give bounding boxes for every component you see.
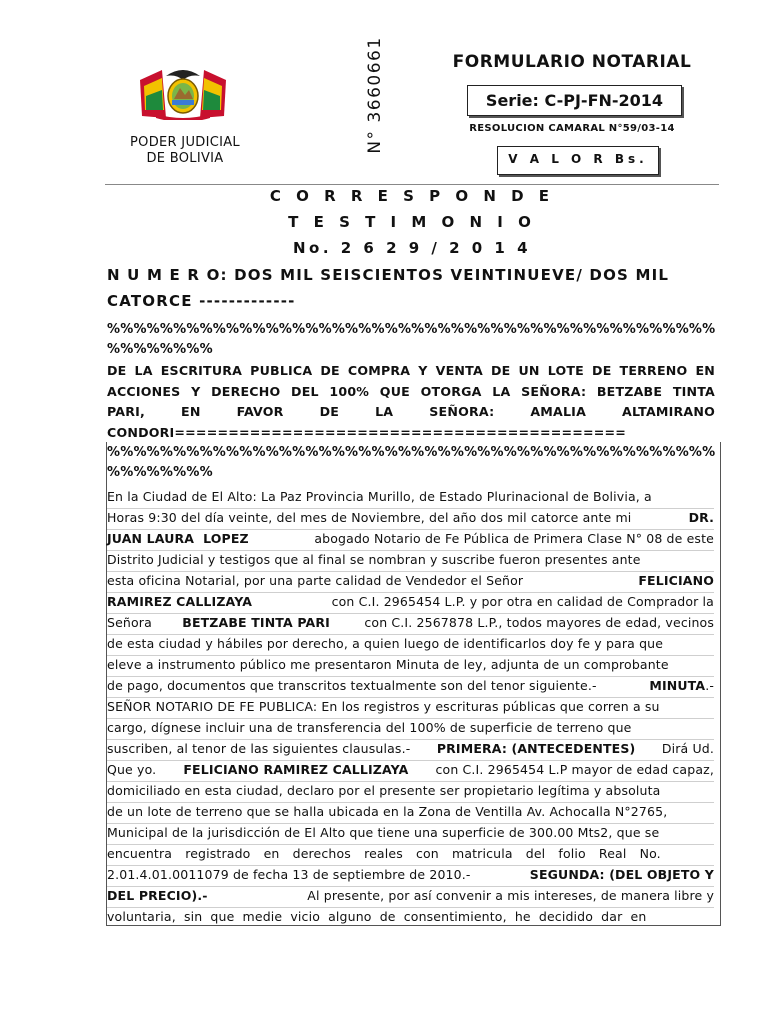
serial-number-text: N° 3660661 <box>365 36 385 154</box>
text-run: abogado Notario de Fe Pública de Primera Clase N° 08 de este <box>306 531 714 546</box>
text-run: SEÑOR NOTARIO DE FE PUBLICA: En los registros y escrituras públicas que corren a su <box>107 699 660 714</box>
separator-line: %%%%%%%%%%%%%%%%%%%%%%%%%%%%%%%%%%%%%%%%%%%%%% <box>107 322 716 337</box>
title-corresponde: C O R R E S P O N D E <box>269 187 555 205</box>
body-line <box>107 739 714 761</box>
text-run: de esta ciudad y hábiles por derecho, a quien luego de identificarlos doy fe y para que <box>107 636 664 651</box>
body-line <box>107 697 714 719</box>
body-line <box>107 781 714 803</box>
body-line <box>107 571 714 593</box>
numero-text-line-1: N U M E R O: DOS MIL SEISCIENTOS VEINTINUEVE/ DOS MIL <box>107 266 670 284</box>
serie-box <box>467 85 682 116</box>
separator-line: %%%%%%%%%%%%%%%%%%%%%%%%%%%%%%%%%%%%%%%%%%%%%% <box>107 445 716 460</box>
text-run: Al presente, por así convenir a mis intereses, de manera libre y <box>303 888 714 903</box>
body-line <box>107 592 714 614</box>
serie-text: Serie: C-PJ-FN-2014 <box>485 91 664 110</box>
text-run: suscriben, al tenor de las siguientes clausulas.- <box>107 741 415 756</box>
body-line <box>107 802 714 824</box>
body-line <box>107 907 714 928</box>
bolivia-coat-of-arms-icon <box>136 66 230 120</box>
text-run: voluntaria, sin que medie vicio alguno de consentimiento, he decidido dar en <box>107 909 647 924</box>
text-run: Dirá Ud. <box>657 741 714 756</box>
text-run: FELICIANO <box>638 573 714 588</box>
text-run: DEL PRECIO).- <box>107 888 208 903</box>
text-run: DR. <box>688 510 714 525</box>
text-run: .- <box>705 678 714 693</box>
title-testimonio: T E S T I M O N I O <box>288 213 536 231</box>
form-title: FORMULARIO NOTARIAL <box>452 52 692 72</box>
title-numero: No. 2 6 2 9 / 2 0 1 4 <box>292 239 532 257</box>
text-run: Distrito Judicial y testigos que al final se nombran y suscribe fueron presentes ante <box>107 552 641 567</box>
escritura-line: ACCIONES Y DERECHO DEL 100% QUE OTORGA LA SEÑORA: BETZABE TINTA <box>107 383 715 399</box>
text-run: con C.I. 2567878 L.P., todos mayores de edad, vecinos <box>356 615 714 630</box>
header-divider <box>105 184 719 185</box>
escritura-line: DE LA ESCRITURA PUBLICA DE COMPRA Y VENTA DE UN LOTE DE TERRENO EN <box>107 363 715 378</box>
text-run: con C.I. 2965454 L.P mayor de edad capaz, <box>431 762 714 777</box>
separator-line: %%%%%%%% <box>107 342 213 357</box>
text-run: PRIMERA: (ANTECEDENTES) <box>436 741 636 756</box>
body-line <box>107 508 714 530</box>
text-run: RAMIREZ CALLIZAYA <box>107 594 253 609</box>
body-line <box>107 487 714 509</box>
text-run: Horas 9:30 del día veinte, del mes de Noviembre, del año dos mil catorce ante mi <box>107 510 636 525</box>
text-run: esta oficina Notarial, por una parte calidad de Vendedor el Señor <box>107 573 528 588</box>
text-run: Que yo. <box>107 762 161 777</box>
text-run: Municipal de la jurisdicción de El Alto que tiene una superficie de 300.00 Mts2, que se <box>107 825 660 840</box>
body-line <box>107 613 714 635</box>
valor-box <box>497 146 659 175</box>
text-run: domiciliado en esta ciudad, declaro por el presente ser propietario legítima y absoluta <box>107 783 661 798</box>
institution-line-1: PODER JUDICIAL <box>130 135 240 150</box>
body-line <box>107 718 714 740</box>
resolucion-label: RESOLUCION CAMARAL N°59/03-14 <box>469 123 675 134</box>
escritura-heading <box>107 361 715 443</box>
valor-text: V A L O R Bs. <box>508 152 648 166</box>
separator-line: %%%%%%%% <box>107 465 213 480</box>
body-line <box>107 865 714 887</box>
body-line <box>107 676 714 698</box>
body-line <box>107 844 714 866</box>
numero-text-line-2: CATORCE ------------- <box>107 292 296 310</box>
text-run: con C.I. 2965454 L.P. y por otra en calidad de Comprador la <box>327 594 714 609</box>
text-run: de pago, documentos que transcritos textualmente son del tenor siguiente.- <box>107 678 601 693</box>
text-run: SEGUNDA: (DEL OBJETO Y <box>529 867 714 882</box>
institution-label <box>100 135 270 167</box>
text-run: de un lote de terreno que se halla ubicada en la Zona de Ventilla Av. Achocalla N°2765, <box>107 804 668 819</box>
body-line <box>107 886 714 908</box>
body-line <box>107 550 714 572</box>
text-run: eleve a instrumento público me presentaron Minuta de ley, adjunta de un comprobante <box>107 657 669 672</box>
escritura-line: CONDORI========================================== <box>107 424 627 440</box>
text-run: JUAN LAURA LOPEZ <box>107 531 249 546</box>
body-line <box>107 823 714 845</box>
text-run: encuentra registrado en derechos reales con matricula del folio Real No. <box>107 846 661 861</box>
body-line <box>107 634 714 656</box>
body-line <box>107 655 714 677</box>
text-run: 2.01.4.01.0011079 de fecha 13 de septiembre de 2010.- <box>107 867 475 882</box>
body-line <box>107 529 714 551</box>
body-line <box>107 760 714 782</box>
institution-line-2: DE BOLIVIA <box>146 151 224 166</box>
escritura-line: PARI, EN FAVOR DE LA SEÑORA: AMALIA ALTAMIRANO <box>107 404 715 419</box>
text-run: cargo, dígnese incluir una de transferencia del 100% de superficie de terreno que <box>107 720 632 735</box>
text-run: MINUTA <box>649 678 706 693</box>
serial-number <box>352 35 398 155</box>
text-run: FELICIANO RAMIREZ CALLIZAYA <box>183 762 409 777</box>
text-run: Señora <box>107 615 157 630</box>
text-run: En la Ciudad de El Alto: La Paz Provincia Murillo, de Estado Plurinacional de Bolivia, a <box>107 489 652 504</box>
text-run: BETZABE TINTA PARI <box>182 615 330 630</box>
